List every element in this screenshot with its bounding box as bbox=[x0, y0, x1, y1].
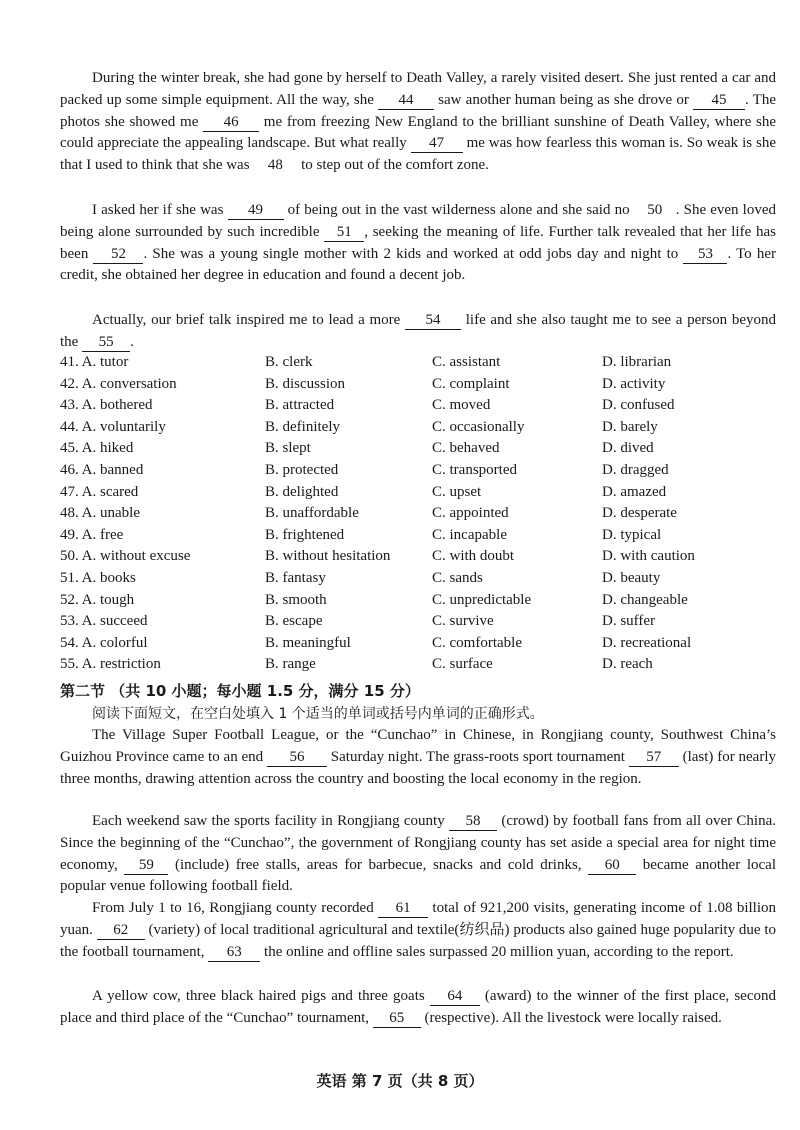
option-b: B. fantasy bbox=[265, 569, 326, 586]
option-row-41 bbox=[60, 354, 780, 376]
option-d: D. desperate bbox=[602, 505, 677, 522]
option-b: B. frightened bbox=[265, 526, 345, 543]
option-c: C. comfortable bbox=[432, 634, 522, 651]
option-row-55 bbox=[60, 656, 780, 678]
option-d: D. typical bbox=[602, 526, 662, 543]
text: I asked her if she was bbox=[92, 202, 228, 218]
blank-65: 65 bbox=[373, 1010, 421, 1028]
text: (last) for nearly three months, drawing attention across the country and boosting the local economy in the region. bbox=[60, 748, 776, 787]
option-b: B. discussion bbox=[265, 375, 346, 392]
section2-paragraph4 bbox=[60, 986, 776, 1030]
text: Saturday night. The grass-roots sport tournament bbox=[326, 748, 629, 765]
option-row-53 bbox=[60, 613, 780, 635]
option-d: D. librarian bbox=[602, 354, 672, 370]
option-b: B. slept bbox=[265, 440, 311, 457]
option-d: D. dived bbox=[602, 440, 654, 457]
section2-paragraph3 bbox=[60, 898, 776, 963]
text: . To her credit, she obtained her degree in education and found a decent job. bbox=[60, 245, 776, 284]
option-a: 55. A. restriction bbox=[60, 656, 161, 673]
text: me was how fearless this woman is. So weak is she that I used to think that she was bbox=[60, 135, 776, 174]
text: to step out of the comfort zone. bbox=[297, 157, 489, 174]
passage1-paragraph1 bbox=[60, 68, 776, 177]
option-a: 44. A. voluntarily bbox=[60, 418, 166, 435]
option-row-43 bbox=[60, 397, 780, 419]
blank-57: 57 bbox=[629, 749, 679, 767]
blank-47: 47 bbox=[411, 135, 463, 153]
option-a: 51. A. books bbox=[60, 569, 136, 586]
option-c: C. incapable bbox=[432, 526, 507, 543]
text: . bbox=[130, 333, 134, 350]
text: . She even loved being alone surrounded by such incredible bbox=[60, 202, 776, 240]
option-c: C. surface bbox=[432, 656, 493, 673]
option-d: D. confused bbox=[602, 397, 675, 414]
option-b: B. escape bbox=[265, 613, 323, 630]
blank-62: 62 bbox=[97, 922, 145, 940]
option-row-44 bbox=[60, 419, 780, 441]
option-c: C. upset bbox=[432, 483, 482, 500]
blank-53: 53 bbox=[683, 246, 727, 264]
option-a: 41. A. tutor bbox=[60, 354, 129, 370]
option-c: C. behaved bbox=[432, 440, 500, 457]
option-d: D. changeable bbox=[602, 591, 688, 608]
text: (award) to the winner of the first place, second place and third place of the “Cunchao” tournament, bbox=[60, 988, 776, 1026]
option-b: B. without hesitation bbox=[265, 548, 391, 565]
option-row-45 bbox=[60, 440, 780, 462]
option-b: B. attracted bbox=[265, 397, 335, 414]
option-a: 47. A. scared bbox=[60, 483, 139, 500]
passage1-paragraph2 bbox=[60, 200, 776, 287]
blank-52: 52 bbox=[93, 246, 143, 264]
blank-48: 48 bbox=[267, 157, 283, 174]
option-b: B. range bbox=[265, 656, 316, 673]
text: During the winter break, she had gone by herself to Death Valley, a rarely visited desert. She just rented a car and packed up some simple equipment. All the way, she bbox=[60, 70, 776, 108]
option-d: D. reach bbox=[602, 656, 653, 673]
blank-64: 64 bbox=[430, 988, 480, 1006]
option-row-51 bbox=[60, 570, 780, 592]
options-table bbox=[60, 354, 780, 678]
option-d: D. amazed bbox=[602, 483, 667, 500]
option-row-49 bbox=[60, 527, 780, 549]
section2-instruction: 阅读下面短文，在空白处填入 1 个适当的单词或括号内单词的正确形式。 bbox=[92, 706, 544, 722]
option-d: D. dragged bbox=[602, 461, 669, 478]
option-b: B. definitely bbox=[265, 418, 340, 435]
option-a: 42. A. conversation bbox=[60, 375, 177, 392]
option-b: B. delighted bbox=[265, 483, 339, 500]
option-a: 54. A. colorful bbox=[60, 634, 148, 651]
option-row-50 bbox=[60, 548, 780, 570]
option-c: C. moved bbox=[432, 397, 491, 414]
text: The Village Super Football League, or the “Cunchao” in Chinese, in Rongjiang county, Southwest China’s Guizhou Province came to an end bbox=[60, 727, 776, 765]
option-c: C. with doubt bbox=[432, 548, 515, 565]
text: became another local popular venue following football field. bbox=[60, 856, 776, 895]
text: A yellow cow, three black haired pigs and three goats bbox=[92, 988, 430, 1004]
section2-heading: 第二节 （共 10 小题；每小题 1.5 分，满分 15 分） bbox=[60, 682, 420, 700]
option-a: 50. A. without excuse bbox=[60, 548, 191, 565]
section2-paragraph2 bbox=[60, 811, 776, 898]
option-row-54 bbox=[60, 635, 780, 657]
blank-51: 51 bbox=[324, 224, 364, 242]
text: (crowd) by football fans from all over China. Since the beginning of the “Cunchao”, the government of Rongjiang county has set aside a special area for night time economy, bbox=[60, 813, 776, 873]
option-a: 49. A. free bbox=[60, 526, 124, 543]
text: saw another human being as she drove or bbox=[434, 91, 694, 108]
text: the online and offline sales surpassed 20 million yuan, according to the report. bbox=[260, 943, 734, 960]
option-row-52 bbox=[60, 592, 780, 614]
option-a: 43. A. bothered bbox=[60, 397, 153, 414]
option-a: 52. A. tough bbox=[60, 591, 135, 608]
option-c: C. transported bbox=[432, 461, 517, 478]
text: Each weekend saw the sports facility in Rongjiang county bbox=[92, 813, 450, 829]
option-a: 45. A. hiked bbox=[60, 440, 134, 457]
option-d: D. with caution bbox=[602, 548, 695, 565]
option-a: 53. A. succeed bbox=[60, 613, 148, 630]
text: (variety) of local traditional agricultural and textile(纺织品) products also gained huge popularity due to the football tournament, bbox=[60, 921, 776, 960]
option-a: 46. A. banned bbox=[60, 461, 144, 478]
option-row-47 bbox=[60, 484, 780, 506]
passage1-paragraph3 bbox=[60, 310, 776, 354]
text: (respective). All the livestock were locally raised. bbox=[420, 1009, 722, 1026]
option-b: B. unaffordable bbox=[265, 505, 359, 522]
option-d: D. activity bbox=[602, 375, 666, 392]
blank-58: 58 bbox=[449, 813, 497, 831]
option-row-48 bbox=[60, 505, 780, 527]
option-row-46 bbox=[60, 462, 780, 484]
text: From July 1 to 16, Rongjiang county recorded bbox=[92, 900, 379, 916]
blank-63: 63 bbox=[208, 944, 260, 962]
blank-60: 60 bbox=[588, 857, 636, 875]
blank-55: 55 bbox=[82, 334, 130, 352]
text: . She was a young single mother with 2 kids and worked at odd jobs day and night to bbox=[143, 245, 684, 262]
blank-54: 54 bbox=[405, 312, 461, 330]
text: me from freezing New England to the brilliant sunshine of Death Valley, where she could appreciate the appealing landscape. But what really bbox=[60, 113, 776, 152]
blank-49: 49 bbox=[228, 202, 284, 220]
blank-50: 50 bbox=[647, 202, 663, 218]
blank-56: 56 bbox=[267, 749, 327, 767]
option-c: C. complaint bbox=[432, 375, 510, 392]
option-d: D. barely bbox=[602, 418, 658, 435]
option-b: B. clerk bbox=[265, 354, 313, 370]
option-b: B. smooth bbox=[265, 591, 327, 608]
text: , seeking the meaning of life. Further talk revealed that her life has been bbox=[60, 223, 776, 262]
blank-44: 44 bbox=[378, 92, 434, 110]
blank-45: 45 bbox=[693, 92, 745, 110]
option-c: C. appointed bbox=[432, 505, 509, 522]
text: . The photos she showed me bbox=[60, 91, 776, 130]
option-d: D. recreational bbox=[602, 634, 692, 651]
option-c: C. sands bbox=[432, 569, 483, 586]
text: of being out in the vast wilderness alone and she said no bbox=[283, 202, 634, 218]
option-c: C. survive bbox=[432, 613, 494, 630]
option-d: D. beauty bbox=[602, 569, 661, 586]
text: total of 921,200 visits, generating income of 1.08 billion yuan. bbox=[60, 900, 776, 938]
blank-61: 61 bbox=[378, 900, 428, 918]
option-c: C. occasionally bbox=[432, 418, 525, 435]
option-c: C. assistant bbox=[432, 354, 501, 370]
page-footer: 英语 第 7 页（共 8 页） bbox=[316, 1072, 484, 1090]
blank-59: 59 bbox=[124, 857, 168, 875]
option-d: D. suffer bbox=[602, 613, 656, 630]
option-row-42 bbox=[60, 376, 780, 398]
text: life and she also taught me to see a person beyond the bbox=[60, 312, 776, 350]
text: Actually, our brief talk inspired me to lead a more bbox=[92, 312, 406, 328]
section2-paragraph1 bbox=[60, 725, 776, 790]
option-b: B. protected bbox=[265, 461, 339, 478]
option-c: C. unpredictable bbox=[432, 591, 532, 608]
option-b: B. meaningful bbox=[265, 634, 351, 651]
text: (include) free stalls, areas for barbecue, snacks and cold drinks, bbox=[168, 856, 589, 873]
option-a: 48. A. unable bbox=[60, 505, 140, 522]
blank-46: 46 bbox=[203, 114, 259, 132]
